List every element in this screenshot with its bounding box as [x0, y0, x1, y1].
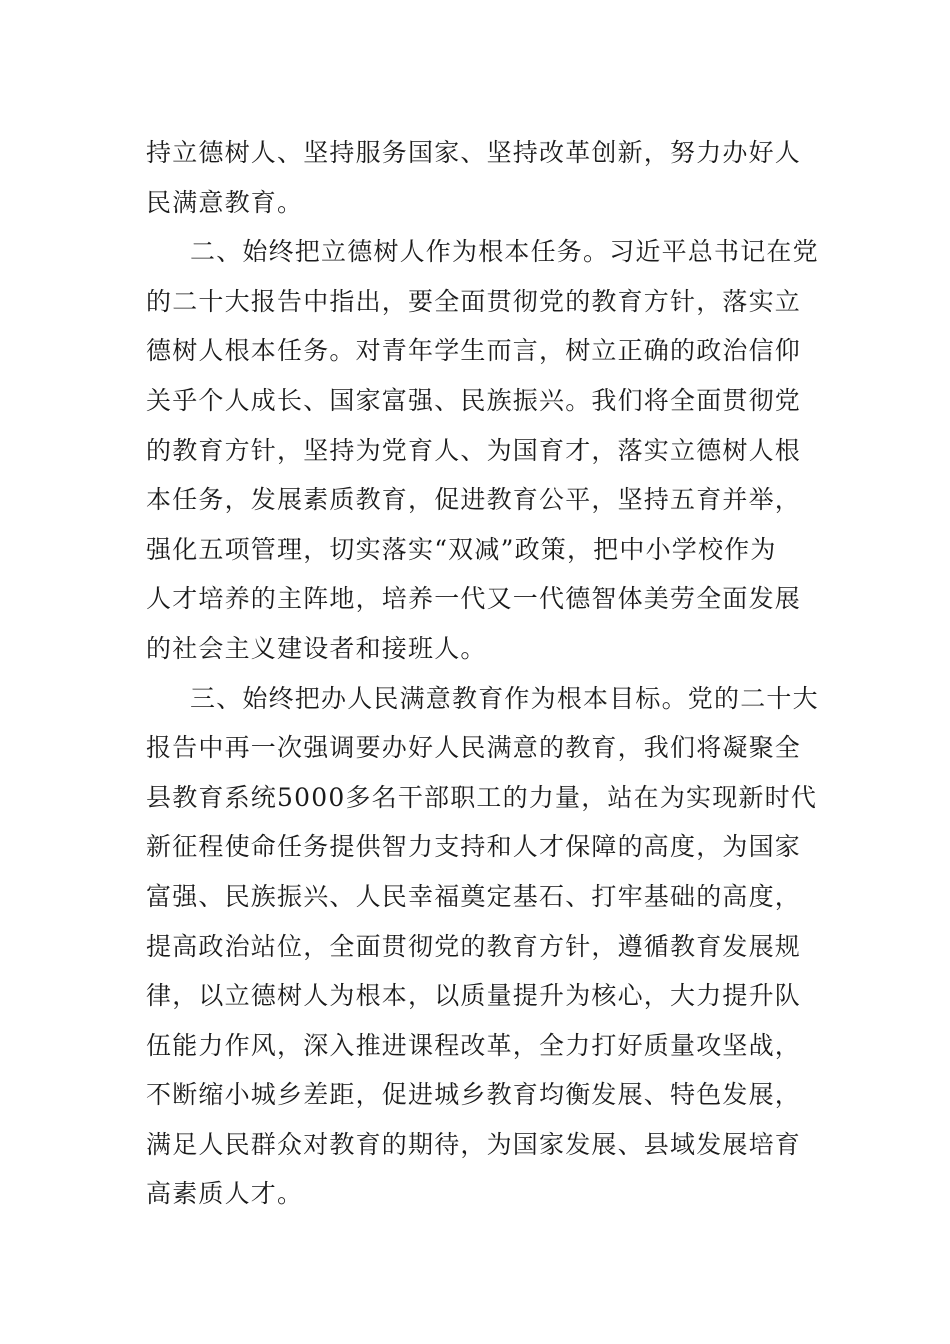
- text-line: 的二十大报告中指出，要全面贯彻党的教育方针，落实立: [146, 286, 802, 316]
- text-line: 富强、民族振兴、人民幸福奠定基石、打牢基础的高度，: [146, 881, 802, 911]
- text-line: 人才培养的主阵地，培养一代又一代德智体美劳全面发展: [146, 584, 802, 614]
- paragraph-fundamental-task: [146, 227, 819, 673]
- text-line: 三、始终把办人民满意教育作为根本目标。党的二十大: [190, 683, 819, 713]
- text-line: 二、始终把立德树人作为根本任务。习近平总书记在党: [190, 237, 819, 267]
- text-line: 强化五项管理，切实落实“双减”政策，把中小学校作为: [146, 534, 777, 564]
- text-line: 律，以立德树人为根本，以质量提升为核心，大力提升队: [146, 981, 802, 1011]
- document-body: [146, 128, 819, 1219]
- paragraph-fundamental-goal: [146, 674, 819, 1220]
- text-line: 县教育系统5000多名干部职工的力量，站在为实现新时代: [146, 782, 818, 812]
- text-line: 提高政治站位，全面贯彻党的教育方针，遵循教育发展规: [146, 931, 802, 961]
- text-line: 新征程使命任务提供智力支持和人才保障的高度，为国家: [146, 832, 802, 862]
- text-line: 高素质人才。: [146, 1179, 304, 1209]
- text-line: 满足人民群众对教育的期待，为国家发展、县域发展培育: [146, 1129, 802, 1159]
- text-line: 的教育方针，坚持为党育人、为国育才，落实立德树人根: [146, 435, 802, 465]
- text-line: 关乎个人成长、国家富强、民族振兴。我们将全面贯彻党: [146, 385, 802, 415]
- paragraph-continuation: [146, 128, 808, 227]
- text-line: 本任务，发展素质教育，促进教育公平，坚持五育并举，: [146, 485, 802, 515]
- text-line: 持立德树人、坚持服务国家、坚持改革创新，努力办好人: [146, 138, 802, 167]
- text-line: 德树人根本任务。对青年学生而言，树立正确的政治信仰: [146, 336, 802, 366]
- text-line: 报告中再一次强调要办好人民满意的教育，我们将凝聚全: [146, 733, 802, 763]
- text-line: 的社会主义建设者和接班人。: [146, 633, 487, 663]
- text-line: 民满意教育。: [146, 187, 304, 217]
- text-line: 不断缩小城乡差距，促进城乡教育均衡发展、特色发展，: [146, 1080, 802, 1110]
- text-line: 伍能力作风，深入推进课程改革，全力打好质量攻坚战，: [146, 1030, 802, 1060]
